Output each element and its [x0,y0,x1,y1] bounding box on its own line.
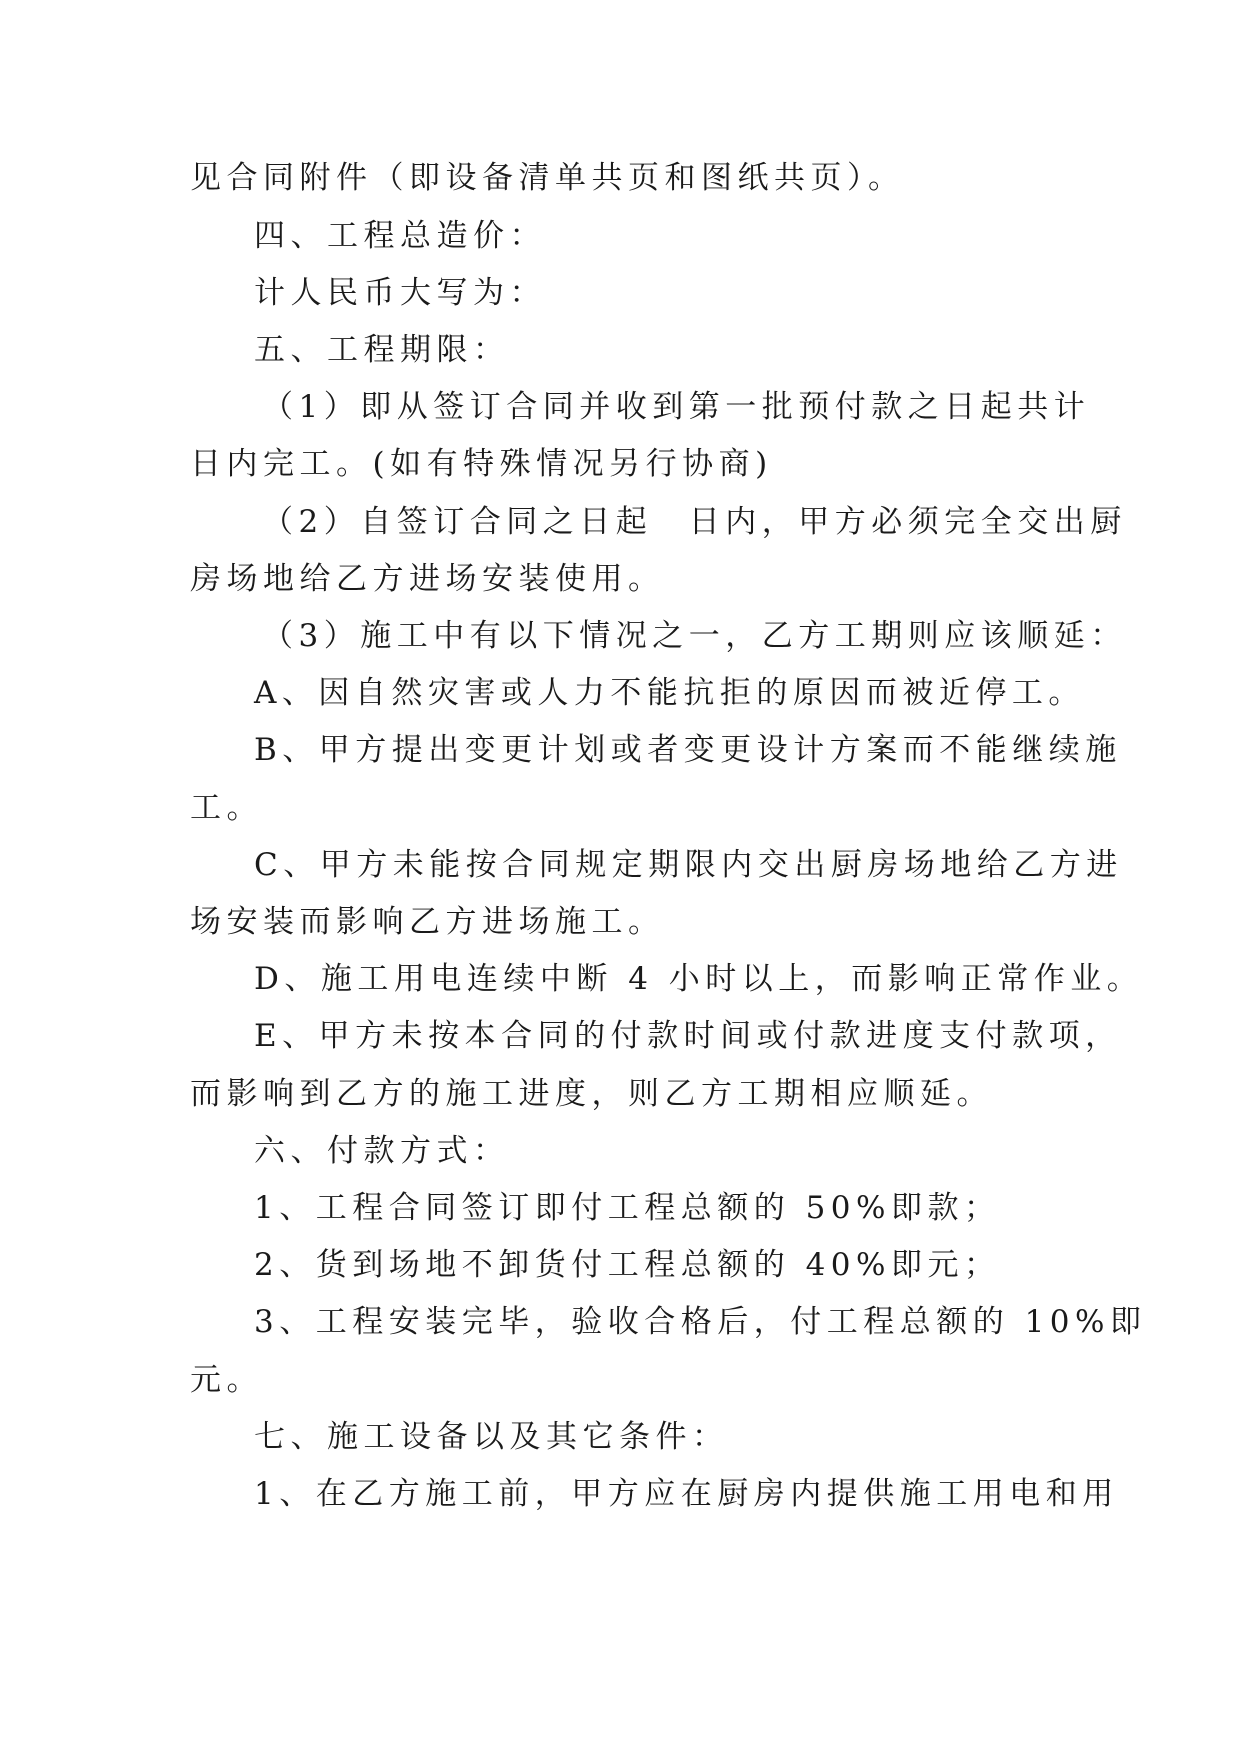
section-heading-6: 六、付款方式： [254,1133,510,1169]
text-line-3: 计人民币大写为： [254,275,546,311]
text-line-24: 1、在乙方施工前，甲方应在厨房内提供施工用电和用 [254,1476,1119,1512]
text-line-20: 2、货到场地不卸货付工程总额的 40%即元； [254,1247,1001,1283]
section-heading-4: 四、工程总造价： [254,218,546,254]
text-line-15: D、施工用电连续中断 4 小时以上，而影响正常作业。 [254,961,1144,997]
text-line-17: 而影响到乙方的施工进度，则乙方工期相应顺延。 [190,1076,993,1112]
text-line-13: C、甲方未能按合同规定期限内交出厨房场地给乙方进 [254,847,1123,883]
text-line-22: 元。 [190,1362,263,1398]
text-line-1: 见合同附件（即设备清单共页和图纸共页）。 [190,160,905,196]
text-line-10: A、因自然灾害或人力不能抗拒的原因而被近停工。 [254,675,1085,711]
text-line-8: 房场地给乙方进场安装使用。 [190,561,665,597]
text-line-11: B、甲方提出变更计划或者变更设计方案而不能继续施 [254,732,1122,768]
text-line-5: （1）即从签订合同并收到第一批预付款之日起共计 [262,389,1091,425]
section-heading-5: 五、工程期限： [254,332,510,368]
text-line-12: 工。 [190,790,263,826]
text-line-16: E、甲方未按本合同的付款时间或付款进度支付款项， [254,1018,1122,1054]
text-line-7: （2）自签订合同之日起 日内，甲方必须完全交出厨 [262,504,1127,540]
text-line-9: （3）施工中有以下情况之一，乙方工期则应该顺延： [262,618,1127,654]
section-heading-7: 七、施工设备以及其它条件： [254,1419,729,1455]
text-line-14: 场安装而影响乙方进场施工。 [190,904,665,940]
text-line-6: 日内完工。(如有特殊情况另行协商) [190,446,773,482]
text-line-21: 3、工程安装完毕，验收合格后，付工程总额的 10%即 [254,1304,1147,1340]
text-line-19: 1、工程合同签订即付工程总额的 50%即款； [254,1190,1001,1226]
